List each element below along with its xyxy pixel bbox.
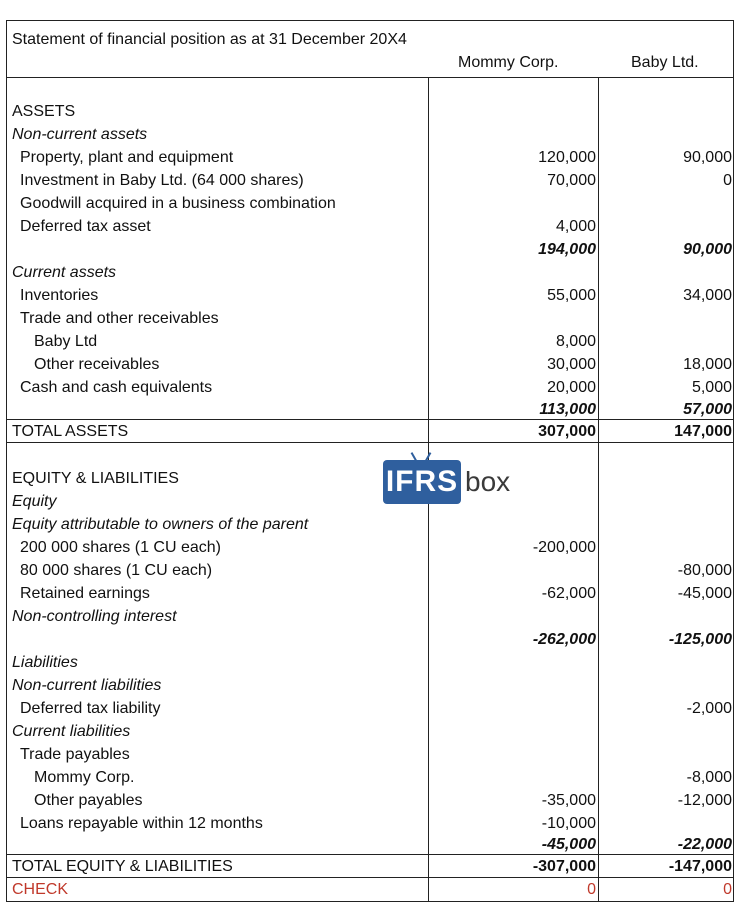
row-label: Trade and other receivables — [20, 310, 219, 327]
row-assets-heading — [0, 100, 744, 123]
row-label: Goodwill acquired in a business combination — [20, 195, 336, 212]
value-mommy: -262,000 — [532, 631, 596, 648]
row-label: TOTAL ASSETS — [12, 423, 129, 440]
value-mommy: -35,000 — [541, 792, 596, 809]
row-label: Equity attributable to owners of the parent — [12, 516, 309, 533]
row-nci — [0, 605, 744, 628]
value-baby: -125,000 — [668, 631, 732, 648]
value-mommy: 194,000 — [538, 241, 596, 258]
value-baby: -45,000 — [677, 585, 732, 602]
value-mommy: 120,000 — [538, 149, 596, 166]
value-baby: 34,000 — [683, 287, 732, 304]
row-deferred-tax-liability — [0, 697, 744, 720]
row-inventories — [0, 284, 744, 307]
logo-box-word: box — [465, 466, 511, 497]
row-investment-baby — [0, 169, 744, 192]
row-label: Current liabilities — [12, 723, 131, 740]
row-check — [0, 878, 744, 901]
row-label: 200 000 shares (1 CU each) — [20, 539, 221, 556]
row-non-current-subtotal — [0, 238, 744, 261]
row-label: Current assets — [12, 264, 117, 281]
row-label: CHECK — [12, 881, 69, 898]
row-total-equity-liabilities — [0, 855, 744, 878]
value-mommy: -200,000 — [532, 539, 596, 556]
column-header-baby-ltd: Baby Ltd. — [631, 54, 699, 71]
row-total-assets — [0, 420, 744, 443]
row-label: Other payables — [34, 792, 143, 809]
header-divider — [6, 77, 734, 78]
value-baby: -147,000 — [668, 858, 732, 875]
row-label: Liabilities — [12, 654, 78, 671]
row-current-liabilities — [0, 720, 744, 743]
value-baby: -22,000 — [677, 836, 732, 853]
value-mommy: 113,000 — [539, 401, 596, 418]
row-label: Investment in Baby Ltd. (64 000 shares) — [20, 172, 304, 189]
row-label: Deferred tax liability — [20, 700, 161, 717]
row-receivable-baby — [0, 330, 744, 353]
value-mommy: 30,000 — [547, 356, 596, 373]
row-goodwill — [0, 192, 744, 215]
value-baby: -12,000 — [677, 792, 732, 809]
value-baby: 5,000 — [691, 379, 732, 396]
row-equity-subtotal — [0, 628, 744, 651]
value-mommy: 20,000 — [547, 379, 596, 396]
value-mommy: -45,000 — [541, 836, 596, 853]
row-label: EQUITY & LIABILITIES — [12, 470, 179, 487]
row-liabilities — [0, 651, 744, 674]
row-label: Property, plant and equipment — [20, 149, 234, 166]
row-equity-owners — [0, 513, 744, 536]
value-mommy: 70,000 — [547, 172, 596, 189]
logo-ifrs: IFRS — [383, 460, 461, 504]
row-label: Equity — [12, 493, 57, 510]
row-label: TOTAL EQUITY & LIABILITIES — [12, 858, 233, 875]
row-trade-receivables — [0, 307, 744, 330]
row-payable-mommy — [0, 766, 744, 789]
value-mommy: 8,000 — [555, 333, 596, 350]
row-label: Inventories — [20, 287, 99, 304]
row-label: ASSETS — [12, 103, 76, 120]
row-trade-payables — [0, 743, 744, 766]
row-label: Mommy Corp. — [34, 769, 135, 786]
column-header-mommy-corp: Mommy Corp. — [458, 54, 559, 71]
value-baby: 57,000 — [683, 401, 732, 418]
value-mommy: -307,000 — [532, 858, 596, 875]
row-deferred-tax-asset — [0, 215, 744, 238]
row-shares-80000 — [0, 559, 744, 582]
value-mommy: 0 — [587, 881, 596, 898]
value-mommy: 307,000 — [538, 423, 596, 440]
row-current-assets — [0, 261, 744, 284]
row-label: Retained earnings — [20, 585, 150, 602]
value-mommy: -62,000 — [541, 585, 596, 602]
value-baby: 90,000 — [683, 241, 732, 258]
row-label: Non-controlling interest — [12, 608, 177, 625]
value-mommy: 4,000 — [555, 218, 596, 235]
row-label: 80 000 shares (1 CU each) — [20, 562, 213, 579]
row-equity — [0, 490, 744, 513]
value-baby: -80,000 — [677, 562, 732, 579]
value-baby: 18,000 — [683, 356, 732, 373]
row-label: Loans repayable within 12 months — [20, 815, 263, 832]
row-label: Non-current liabilities — [12, 677, 162, 694]
row-label: Trade payables — [20, 746, 130, 763]
value-mommy: 55,000 — [547, 287, 596, 304]
row-retained-earnings — [0, 582, 744, 605]
value-mommy: -10,000 — [541, 815, 596, 832]
row-liabilities-subtotal — [0, 833, 744, 856]
row-non-current-liabilities — [0, 674, 744, 697]
row-loans — [0, 812, 744, 835]
row-equity-liabilities-heading — [0, 467, 744, 490]
row-ppe — [0, 146, 744, 169]
value-baby: -8,000 — [686, 769, 732, 786]
value-baby: 0 — [723, 172, 732, 189]
row-cash — [0, 376, 744, 399]
row-shares-200000 — [0, 536, 744, 559]
statement-title: Statement of financial position as at 31 December 20X4 — [12, 31, 407, 48]
value-baby: 147,000 — [674, 423, 732, 440]
row-other-payables — [0, 789, 744, 812]
row-label: Other receivables — [34, 356, 160, 373]
row-current-subtotal — [0, 398, 744, 421]
row-other-receivables — [0, 353, 744, 376]
row-non-current-assets — [0, 123, 744, 146]
row-label: Cash and cash equivalents — [20, 379, 213, 396]
value-baby: 0 — [723, 881, 732, 898]
value-baby: -2,000 — [686, 700, 732, 717]
row-label: Baby Ltd — [34, 333, 98, 350]
row-label: Deferred tax asset — [20, 218, 151, 235]
value-baby: 90,000 — [683, 149, 732, 166]
row-label: Non-current assets — [12, 126, 148, 143]
